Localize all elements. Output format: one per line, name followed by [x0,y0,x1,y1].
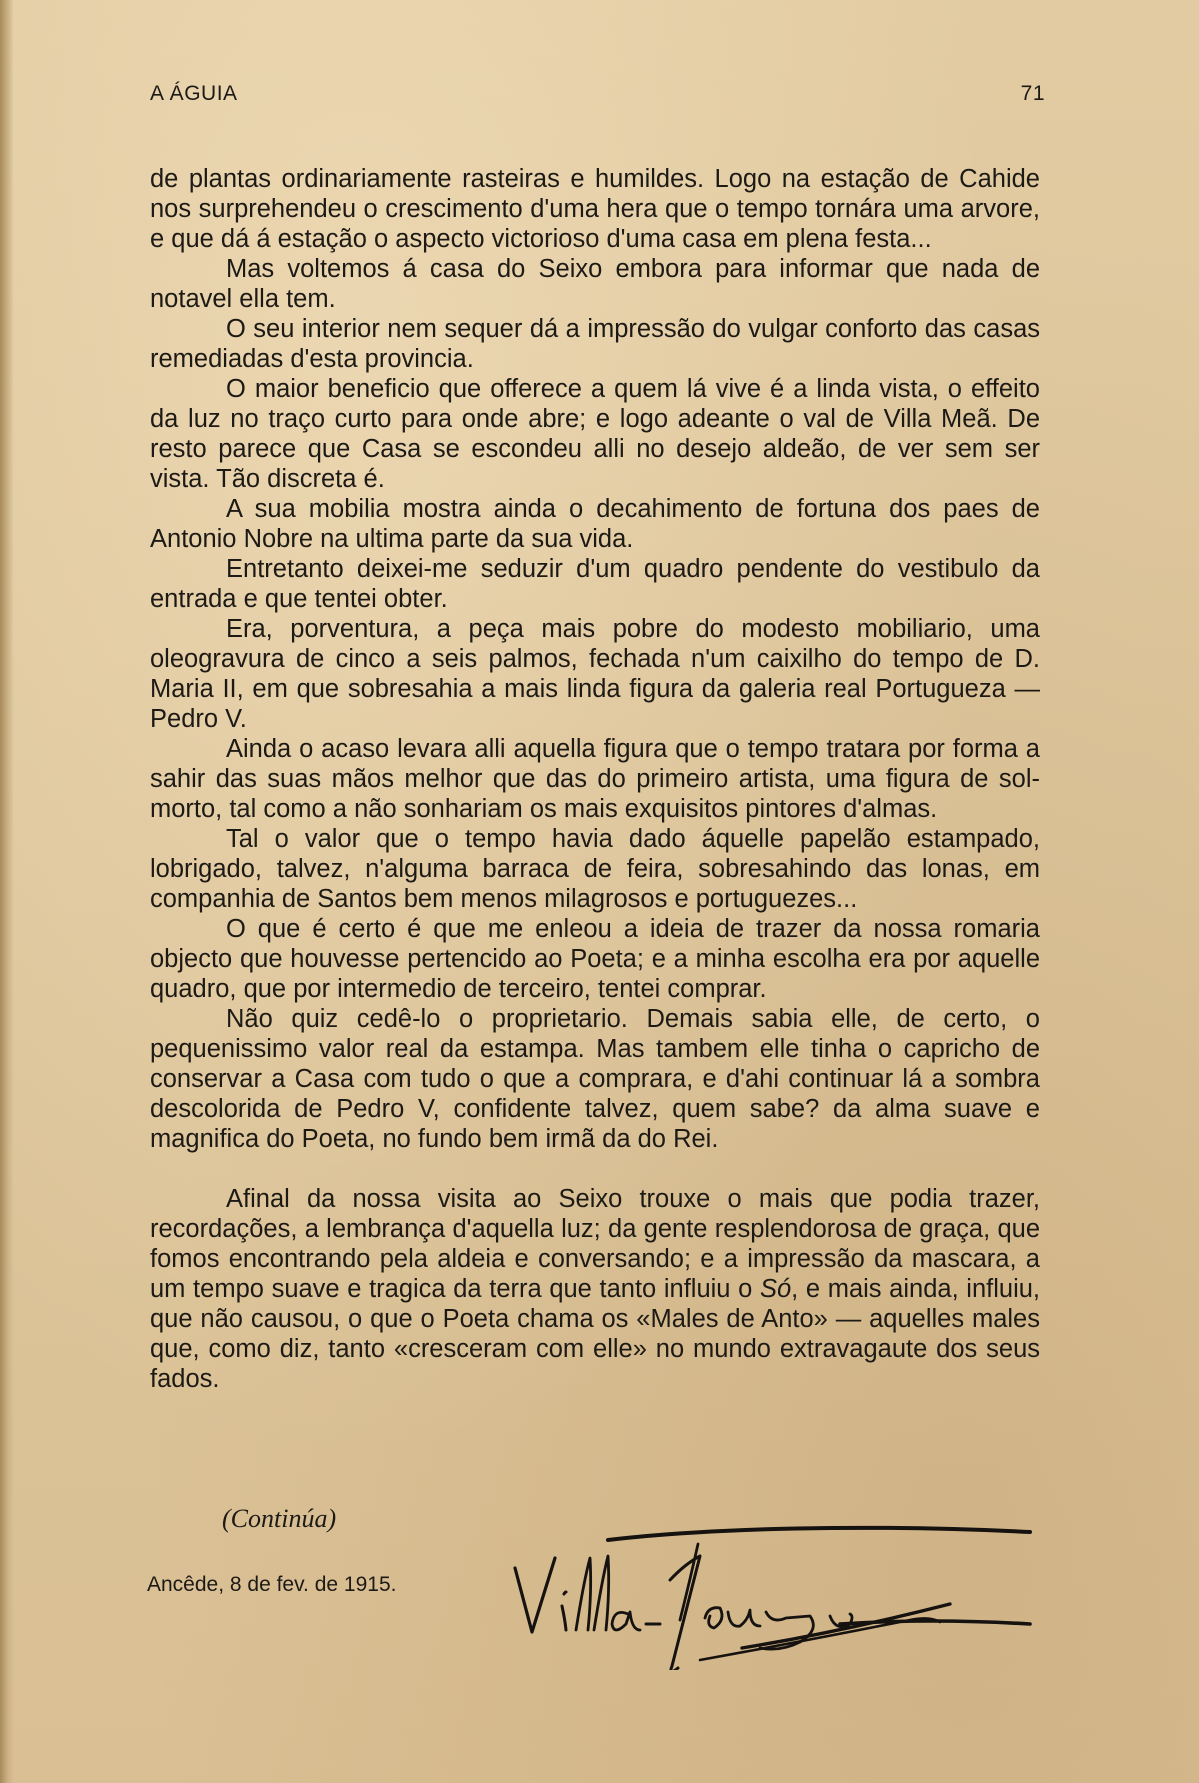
paragraph: Ainda o acaso levara alli aquella figura que o tempo tratara por forma a sahir das suas mãos melhor que das do primeiro artista, uma figura de sol-morto, tal como a não sonhariam os mais exquisitos pintores d'almas. [150,735,1040,823]
paragraph: O seu interior nem sequer dá a impressão do vulgar conforto das casas remediadas d'esta provincia. [150,315,1040,373]
paragraph: de plantas ordinariamente rasteiras e humildes. Logo na estação de Cahide nos surprehendeu o crescimento d'uma hera que o tempo tornára uma arvore, e que dá á estação o aspecto victorioso d'uma casa em plena festa... [150,165,1040,253]
paragraph: Tal o valor que o tempo havia dado áquelle papelão estampado, lobrigado, talvez, n'alguma barraca de feira, sobresahindo das lonas, em companhia de Santos bem menos milagrosos e portuguezes... [150,825,1040,913]
page-edge-shadow [0,0,14,1783]
final-paragraph [150,1184,1040,1394]
continuation-note: (Continúa) [222,1504,337,1533]
paragraph: Entretanto deixei-me seduzir d'um quadro pendente do vestibulo da entrada e que tentei obter. [150,555,1040,613]
paragraph: A sua mobilia mostra ainda o decahimento de fortuna dos paes de Antonio Nobre na ultima parte da sua vida. [150,495,1040,553]
running-header [150,82,1045,114]
italic-title: Só [759,1275,792,1303]
handwritten-signature [510,1520,1050,1670]
paragraph: Não quiz cedê-lo o proprietario. Demais sabia elle, de certo, o pequenissimo valor real da estampa. Mas tambem elle tinha o capricho de conservar a Casa com tudo o que a comprara, e d'ahi continuar lá a sombra descolorida de Pedro V, confidente talvez, quem sabe? da alma suave e magnifica do Poeta, no fundo bem irmã da do Rei. [150,1005,1040,1153]
dateline: Ancêde, 8 de fev. de 1915. [147,1573,397,1596]
paragraph: O maior beneficio que offerece a quem lá vive é a linda vista, o effeito da luz no traço curto para onde abre; e logo adeante o val de Villa Meã. De resto parece que Casa se escondeu alli no desejo aldeão, de ver sem ser vista. Tão discreta é. [150,375,1040,493]
journal-title: A ÁGUIA [150,82,238,105]
page-number: 71 [1020,82,1045,105]
final-paragraph-text-start: Afinal da nossa visita ao Seixo trouxe o mais que podia trazer, recordações, a lembrança d'aquella luz; da gente resplendorosa de graça, que fomos encontrando pela aldeia e conversando; e a impressão da mascara, a um tempo suave e tragica da terra que tanto influiu o [150,1185,1040,1303]
paragraph: Mas voltemos á casa do Seixo embora para informar que nada de notavel ella tem. [150,255,1040,313]
article-body [150,164,1040,1394]
paragraph: Era, porventura, a peça mais pobre do modesto mobiliario, uma oleogravura de cinco a seis palmos, fechada n'um caixilho do tempo de D. Maria II, em que sobresahia a mais linda figura da galeria real Portugueza — Pedro V. [150,615,1040,733]
paragraph: O que é certo é que me enleou a ideia de trazer da nossa romaria objecto que houvesse pertencido ao Poeta; e a minha escolha era por aquelle quadro, que por intermedio de terceiro, tentei comprar. [150,915,1040,1003]
final-paragraph-text-end: , e mais ainda, influiu, que não causou, o que o Poeta chama os «Males de Anto» — aquelles males que, como diz, tanto «cresceram com elle» no mundo extravagaute dos seus fados. [150,1275,1041,1393]
